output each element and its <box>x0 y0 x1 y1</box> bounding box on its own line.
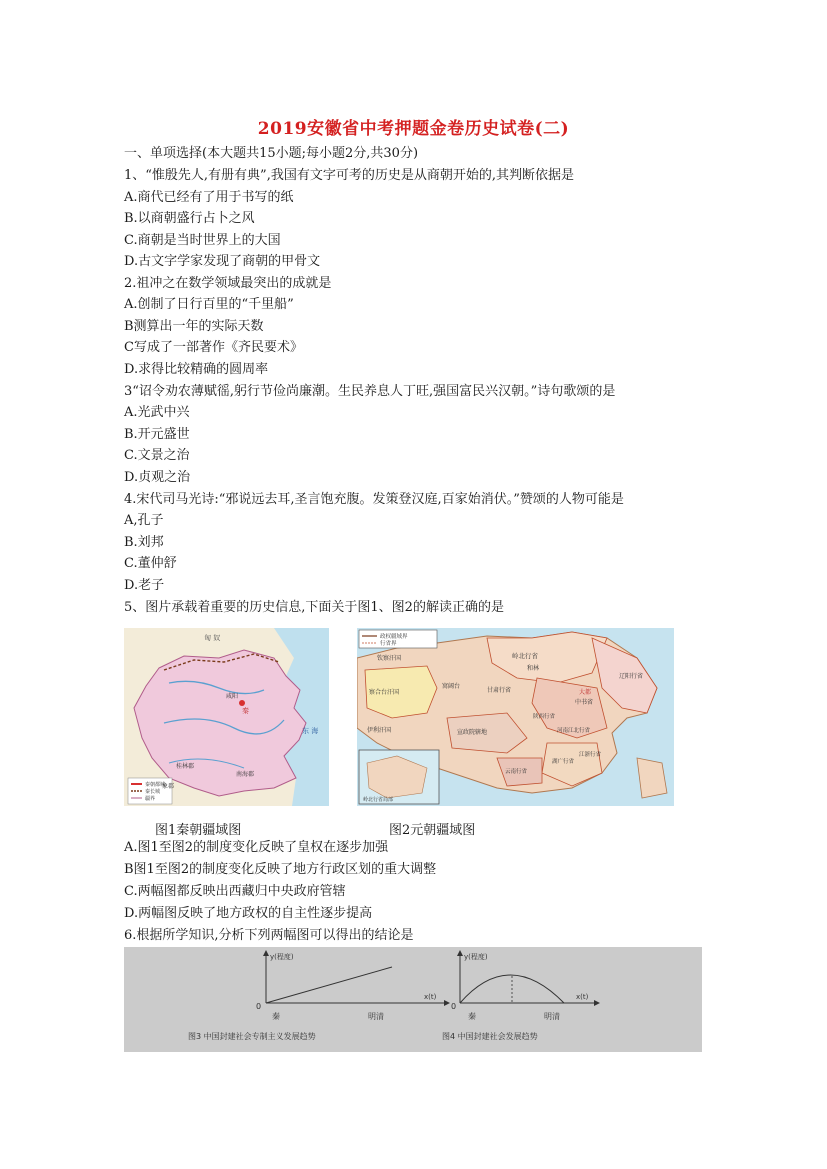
q4-option-a: A,孔子 <box>124 513 164 528</box>
fig1-legend-capital: 秦朝都城 <box>145 782 166 788</box>
fig1-legend-wall: 秦长城 <box>145 789 161 795</box>
fig1-label-xiongnu: 匈 奴 <box>204 634 221 642</box>
question-5-stem: 5、图片承载着重要的历史信息,下面关于图1、图2的解读正确的是 <box>124 600 504 615</box>
fig2-label-inset: 岭北行省局部 <box>363 797 394 803</box>
section-heading: 一、单项选择(本大题共15小题;每小题2分,共30分) <box>124 146 419 161</box>
q5-option-a: A.图1至图2的制度变化反映了皇权在逐步加强 <box>124 840 389 855</box>
figure-2-caption: 图2元朝疆域图 <box>389 823 476 838</box>
fig1-label-qin: 秦 <box>242 707 249 715</box>
fig2-label-chagatai: 察合台汗国 <box>369 689 400 696</box>
q2-option-c: C写成了一部著作《齐民要术》 <box>124 340 303 355</box>
q1-option-c: C.商朝是当时世界上的大国 <box>124 233 281 248</box>
q1-option-b: B.以商朝盛行占卜之风 <box>124 211 255 226</box>
fig4-caption: 图4 中国封建社会发展趋势 <box>442 1032 538 1041</box>
question-4-stem: 4.宋代司马光诗:“邪说远去耳,圣言饱充腹。发策登汉庭,百家始消伏。”赞颂的人物可能是 <box>124 492 624 507</box>
fig2-label-yili: 伊利汗国 <box>367 727 392 734</box>
fig2-label-lingbei: 岭北行省 <box>512 652 538 660</box>
figure-3-4-graphs <box>124 947 702 1052</box>
fig1-label-xiang: 象郡 <box>162 783 175 790</box>
q4-option-d: D.老子 <box>124 578 165 593</box>
figure-1-qin-map <box>124 628 329 806</box>
fig3-xtick-mingqing: 明清 <box>368 1012 384 1021</box>
q2-option-a: A.创制了日行百里的“千里船” <box>124 297 294 312</box>
question-6-stem: 6.根据所学知识,分析下列两幅图可以得出的结论是 <box>124 928 414 943</box>
fig2-legend-border: 政权疆域界 <box>380 634 408 640</box>
fig3-origin: 0 <box>256 1002 262 1011</box>
q5-option-d: D.两幅图反映了地方政权的自主性逐步提高 <box>124 906 373 921</box>
fig1-label-donghai: 东 海 <box>302 727 319 735</box>
fig1-label-nanhai: 南海郡 <box>236 771 255 778</box>
fig4-xlabel: x(t) <box>576 993 589 1001</box>
fig4-xtick-qin: 秦 <box>468 1012 476 1021</box>
fig2-label-wokuotai: 窝阔台 <box>442 683 461 690</box>
fig2-label-shaanxi: 陕西行省 <box>533 714 556 720</box>
q1-option-d: D.古文字学家发现了商朝的甲骨文 <box>124 254 321 269</box>
fig4-origin: 0 <box>451 1002 457 1011</box>
fig1-legend-border: 疆界 <box>145 796 156 802</box>
fig2-label-liaoyang: 辽阳行省 <box>619 673 644 680</box>
fig2-label-gansu: 甘肃行省 <box>487 687 512 694</box>
fig2-label-qincha: 钦察汗国 <box>377 655 402 662</box>
fig2-label-yunnan: 云南行省 <box>505 769 528 775</box>
q5-option-c: C.两幅图都反映出西藏归中央政府管辖 <box>124 884 346 899</box>
fig2-label-helin: 和林 <box>527 665 540 672</box>
question-2-stem: 2.祖冲之在数学领域最突出的成就是 <box>124 276 332 291</box>
fig2-label-henan: 河南江北行省 <box>557 728 591 734</box>
fig3-caption: 图3 中国封建社会专制主义发展趋势 <box>188 1032 316 1041</box>
fig3-xlabel: x(t) <box>424 993 437 1001</box>
fig1-label-guilin: 桂林郡 <box>176 763 195 770</box>
fig3-ylabel: y(程度) <box>270 953 294 961</box>
fig3-xtick-qin: 秦 <box>272 1012 280 1021</box>
q3-option-b: B.开元盛世 <box>124 427 190 442</box>
question-3-stem: 3“诏令劝农薄赋徭,躬行节俭尚廉潮。生民养息人丁旺,强国富民兴汉朝。”诗句歌颂的是 <box>124 384 616 399</box>
q1-option-a: A.商代已经有了用于书写的纸 <box>124 190 294 205</box>
fig2-legend-province: 行省界 <box>380 641 397 647</box>
fig4-xtick-mingqing: 明清 <box>544 1012 560 1021</box>
fig2-label-xuanzhengyuan: 宣政院辖地 <box>457 729 488 736</box>
figure-1-caption: 图1秦朝疆域图 <box>155 823 242 838</box>
fig2-label-jiangzhe: 江浙行省 <box>579 752 602 758</box>
q5-option-b: B图1至图2的制度变化反映了地方行政区划的重大调整 <box>124 862 437 877</box>
fig2-label-huguang: 湖广行省 <box>552 759 575 765</box>
fig1-label-xianyang: 咸阳 <box>226 693 239 700</box>
fig4-ylabel: y(程度) <box>464 953 488 961</box>
q3-option-a: A.光武中兴 <box>124 405 190 420</box>
exam-title: 2019安徽省中考押题金卷历史试卷(二) <box>257 119 570 139</box>
q4-option-b: B.刘邦 <box>124 535 164 550</box>
q2-option-b: B测算出一年的实际天数 <box>124 319 264 334</box>
q4-option-c: C.董仲舒 <box>124 556 177 571</box>
question-1-stem: 1、“惟殷先人,有册有典”,我国有文字可考的历史是从商朝开始的,其判断依据是 <box>124 168 574 183</box>
q3-option-c: C.文景之治 <box>124 448 190 463</box>
fig2-label-zhongshu: 中书省 <box>575 699 594 706</box>
q3-option-d: D.贞观之治 <box>124 470 191 485</box>
figure-2-yuan-map <box>357 628 674 806</box>
fig2-label-dadu: 大都 <box>579 689 592 696</box>
q2-option-d: D.求得比较精确的圆周率 <box>124 362 269 377</box>
